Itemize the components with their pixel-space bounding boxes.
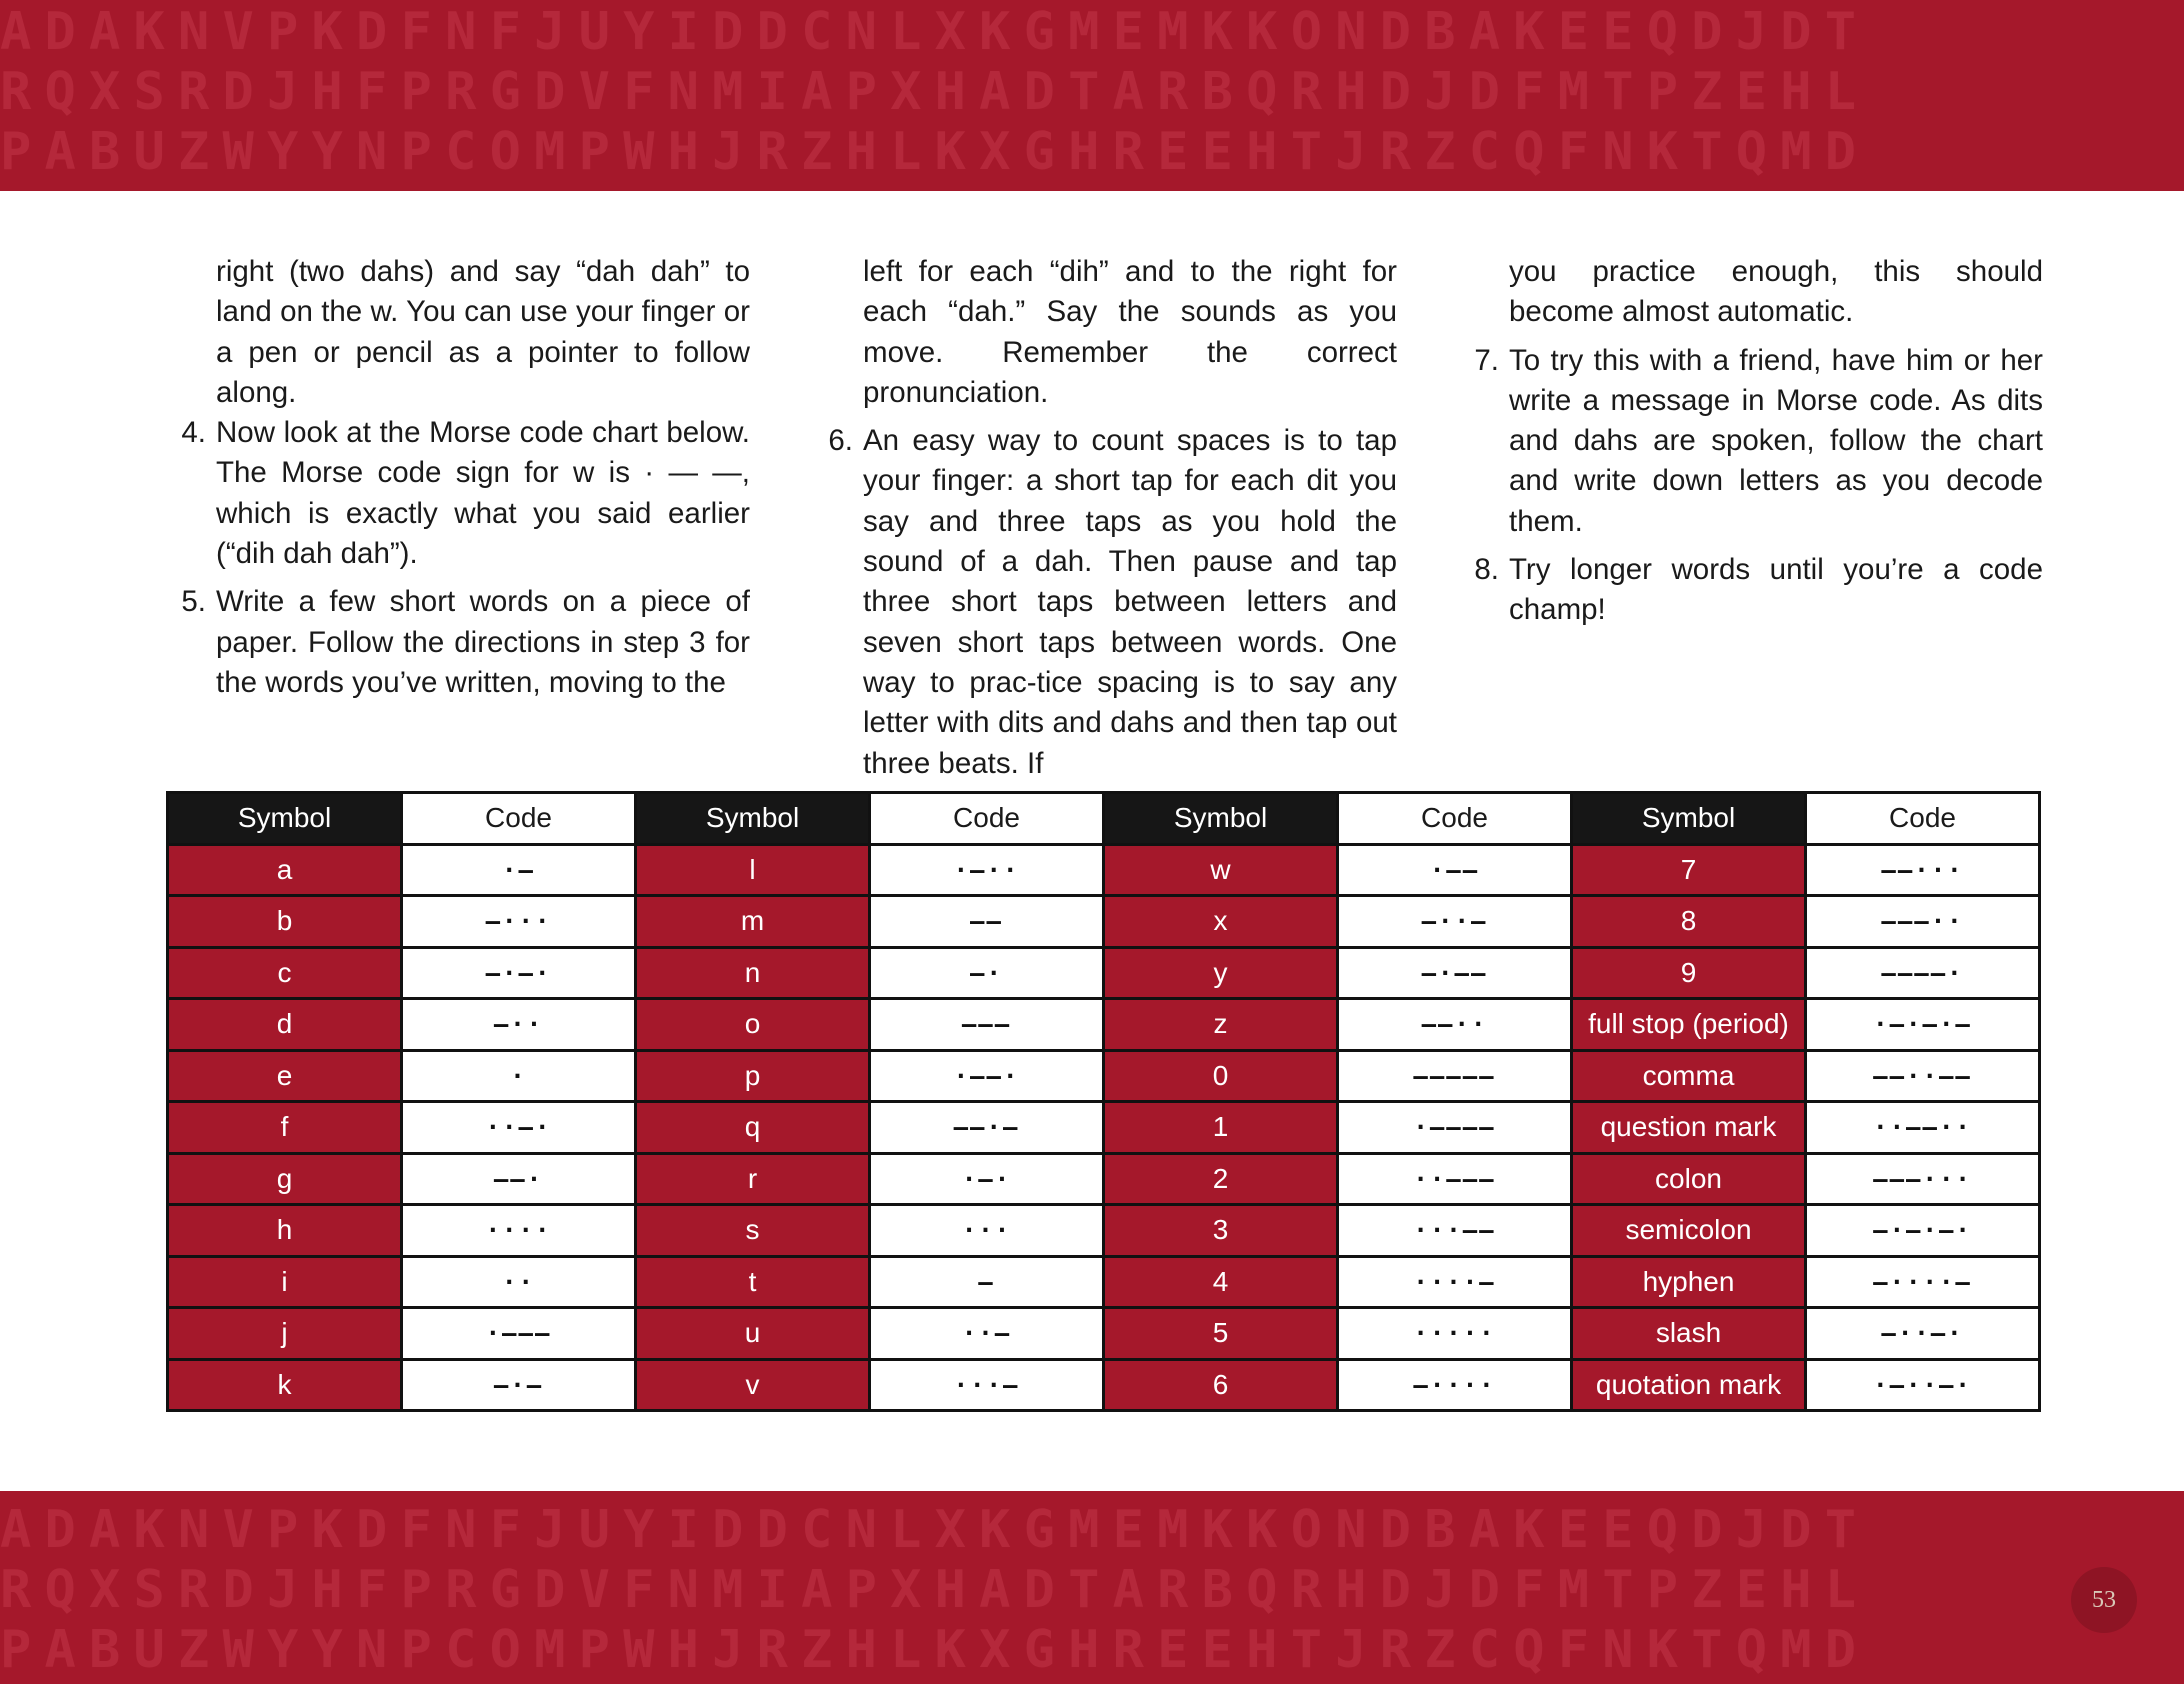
code-cell: ·——	[1338, 844, 1572, 896]
code-cell: ————·	[1806, 947, 2040, 999]
code-cell: ·—··	[870, 844, 1104, 896]
step-number: 6.	[828, 424, 853, 458]
code-cell: ——···	[1806, 844, 2040, 896]
table-row	[168, 1205, 2040, 1257]
symbol-cell: c	[168, 947, 402, 999]
symbol-cell: h	[168, 1205, 402, 1257]
symbol-cell: b	[168, 896, 402, 948]
banner-row: RQXSRDJHFPRGDVFNMIAPXHADTARBQRHDJDFMTPZEHL	[0, 1560, 1870, 1620]
symbol-cell: q	[636, 1102, 870, 1154]
code-cell: —————	[1338, 1050, 1572, 1102]
text-column-3	[1471, 252, 2043, 631]
symbol-cell: s	[636, 1205, 870, 1257]
code-cell: ··—	[870, 1308, 1104, 1360]
symbol-cell: 6	[1104, 1359, 1338, 1411]
paragraph: Try longer words until you’re a code champ!	[1509, 553, 2043, 627]
code-cell: —·—	[402, 1359, 636, 1411]
symbol-cell: o	[636, 999, 870, 1051]
symbol-cell: 5	[1104, 1308, 1338, 1360]
step-6-continuation	[1471, 252, 2043, 333]
paragraph: An easy way to count spaces is to tap your finger: a short tap for each dit you say and three taps as you hold the sound of a dah. Then pause and tap three short taps between letters and seven short taps between words. One way to prac-tice spacing is to say any letter with dits and dahs and then tap out three beats. If	[863, 424, 1397, 780]
code-cell: —	[870, 1256, 1104, 1308]
symbol-cell: e	[168, 1050, 402, 1102]
symbol-cell: 2	[1104, 1153, 1338, 1205]
code-cell: —··—	[1338, 896, 1572, 948]
step-number: 8.	[1474, 553, 1499, 587]
step-number: 7.	[1474, 343, 1499, 377]
code-cell: —··	[402, 999, 636, 1051]
banner-row: PABUZWYYNPCOMPWHJRZHLKXGHREEHTJRZCQFNKTQMD	[0, 122, 1870, 182]
code-cell: ——·—	[870, 1102, 1104, 1154]
code-cell: ·—·—·—	[1806, 999, 2040, 1051]
symbol-cell: u	[636, 1308, 870, 1360]
step-number: 4.	[181, 416, 206, 450]
symbol-cell: a	[168, 844, 402, 896]
morse-code-chart	[166, 791, 2041, 1412]
code-cell: —····	[1338, 1359, 1572, 1411]
symbol-cell: hyphen	[1572, 1256, 1806, 1308]
symbol-cell: z	[1104, 999, 1338, 1051]
symbol-cell: k	[168, 1359, 402, 1411]
symbol-cell: i	[168, 1256, 402, 1308]
code-cell: ———	[870, 999, 1104, 1051]
symbol-header: Symbol	[1572, 793, 1806, 845]
code-cell: ·—	[402, 844, 636, 896]
code-cell: ·———	[402, 1308, 636, 1360]
symbol-cell: n	[636, 947, 870, 999]
symbol-header: Symbol	[636, 793, 870, 845]
paragraph: left for each “dih” and to the right for each “dah.” Say the sounds as you move. Remember the correct pronunciation.	[863, 255, 1397, 409]
table-row	[168, 1153, 2040, 1205]
symbol-cell: 0	[1104, 1050, 1338, 1102]
page-number: 53	[2071, 1567, 2137, 1633]
code-cell: ——·	[402, 1153, 636, 1205]
code-cell: —·	[870, 947, 1104, 999]
symbol-cell: comma	[1572, 1050, 1806, 1102]
code-cell: ·—·	[870, 1153, 1104, 1205]
code-cell: ——··	[1338, 999, 1572, 1051]
code-cell: ····	[402, 1205, 636, 1257]
symbol-cell: p	[636, 1050, 870, 1102]
symbol-header: Symbol	[168, 793, 402, 845]
code-cell: ·——·	[870, 1050, 1104, 1102]
code-cell: ··———	[1338, 1153, 1572, 1205]
symbol-cell: full stop (period)	[1572, 999, 1806, 1051]
code-cell: —·—·	[402, 947, 636, 999]
symbol-cell: f	[168, 1102, 402, 1154]
table-row	[168, 1308, 2040, 1360]
paragraph: you practice enough, this should become almost automatic.	[1509, 255, 2043, 329]
code-cell: ···——	[1338, 1205, 1572, 1257]
step-8	[1471, 550, 2043, 631]
symbol-cell: question mark	[1572, 1102, 1806, 1154]
code-cell: —···	[402, 896, 636, 948]
table-body	[168, 844, 2040, 1411]
symbol-cell: 3	[1104, 1205, 1338, 1257]
symbol-cell: m	[636, 896, 870, 948]
symbol-header: Symbol	[1104, 793, 1338, 845]
symbol-cell: semicolon	[1572, 1205, 1806, 1257]
symbol-cell: quotation mark	[1572, 1359, 1806, 1411]
symbol-cell: 4	[1104, 1256, 1338, 1308]
paragraph: Write a few short words on a piece of paper. Follow the directions in step 3 for the words you’ve written, moving to the	[216, 585, 750, 699]
code-cell: ·————	[1338, 1102, 1572, 1154]
table-row	[168, 947, 2040, 999]
code-header: Code	[1338, 793, 1572, 845]
symbol-cell: x	[1104, 896, 1338, 948]
text-column-2	[825, 252, 1397, 784]
paragraph: To try this with a friend, have him or her write a message in Morse code. As dits and dahs are spoken, follow the chart and write down letters as you decode them.	[1509, 343, 2043, 538]
paragraph: right (two dahs) and say “dah dah” to land on the w. You can use your finger or a pen or pencil as a pointer to follow along.	[216, 255, 750, 409]
banner-row: ADAKNVPKDFNFJUYIDDCNLXKGMEMKKONDBAKEEQDJDT	[0, 2, 1870, 62]
code-cell: —·——	[1338, 947, 1572, 999]
table-row	[168, 999, 2040, 1051]
symbol-cell: j	[168, 1308, 402, 1360]
symbol-cell: r	[636, 1153, 870, 1205]
code-cell: ····—	[1338, 1256, 1572, 1308]
step-3-continuation	[178, 252, 750, 413]
table-row	[168, 1050, 2040, 1102]
banner-row: PABUZWYYNPCOMPWHJRZHLKXGHREEHTJRZCQFNKTQMD	[0, 1620, 1870, 1680]
top-letter-banner	[0, 0, 2184, 191]
symbol-cell: y	[1104, 947, 1338, 999]
symbol-cell: slash	[1572, 1308, 1806, 1360]
code-cell: ··——··	[1806, 1102, 2040, 1154]
step-6	[825, 421, 1397, 784]
code-header: Code	[402, 793, 636, 845]
code-cell: ·	[402, 1050, 636, 1102]
code-cell: ··—·	[402, 1102, 636, 1154]
step-number: 5.	[181, 585, 206, 619]
symbol-cell: 1	[1104, 1102, 1338, 1154]
symbol-cell: t	[636, 1256, 870, 1308]
banner-row: RQXSRDJHFPRGDVFNMIAPXHADTARBQRHDJDFMTPZEHL	[0, 62, 1870, 122]
symbol-cell: v	[636, 1359, 870, 1411]
bottom-letter-banner	[0, 1491, 2184, 1684]
step-4	[178, 413, 750, 574]
symbol-cell: 8	[1572, 896, 1806, 948]
code-cell: ·····	[1338, 1308, 1572, 1360]
paragraph: Now look at the Morse code chart below. The Morse code sign for w is · — —, which is exactly what you said earlier (“dih dah dah”).	[216, 416, 750, 571]
table-row	[168, 1359, 2040, 1411]
code-cell: ···	[870, 1205, 1104, 1257]
code-cell: —··—·	[1806, 1308, 2040, 1360]
symbol-cell: d	[168, 999, 402, 1051]
step-5-continuation	[825, 252, 1397, 413]
symbol-cell: 9	[1572, 947, 1806, 999]
code-header: Code	[1806, 793, 2040, 845]
text-column-1	[178, 252, 750, 703]
symbol-cell: colon	[1572, 1153, 1806, 1205]
code-cell: ———··	[1806, 896, 2040, 948]
symbol-cell: 7	[1572, 844, 1806, 896]
banner-row: ADAKNVPKDFNFJUYIDDCNLXKGMEMKKONDBAKEEQDJDT	[0, 1500, 1870, 1560]
table-row	[168, 896, 2040, 948]
step-7	[1471, 341, 2043, 542]
code-header: Code	[870, 793, 1104, 845]
code-cell: —····—	[1806, 1256, 2040, 1308]
code-cell: ··	[402, 1256, 636, 1308]
table-row	[168, 844, 2040, 896]
symbol-cell: w	[1104, 844, 1338, 896]
code-cell: ···—	[870, 1359, 1104, 1411]
table-row	[168, 1256, 2040, 1308]
symbol-cell: g	[168, 1153, 402, 1205]
code-cell: ———···	[1806, 1153, 2040, 1205]
code-cell: —·—·—·	[1806, 1205, 2040, 1257]
step-5	[178, 582, 750, 703]
table-row	[168, 1102, 2040, 1154]
code-cell: ——	[870, 896, 1104, 948]
table-header-row	[168, 793, 2040, 845]
code-cell: ·—··—·	[1806, 1359, 2040, 1411]
symbol-cell: l	[636, 844, 870, 896]
code-cell: ——··——	[1806, 1050, 2040, 1102]
